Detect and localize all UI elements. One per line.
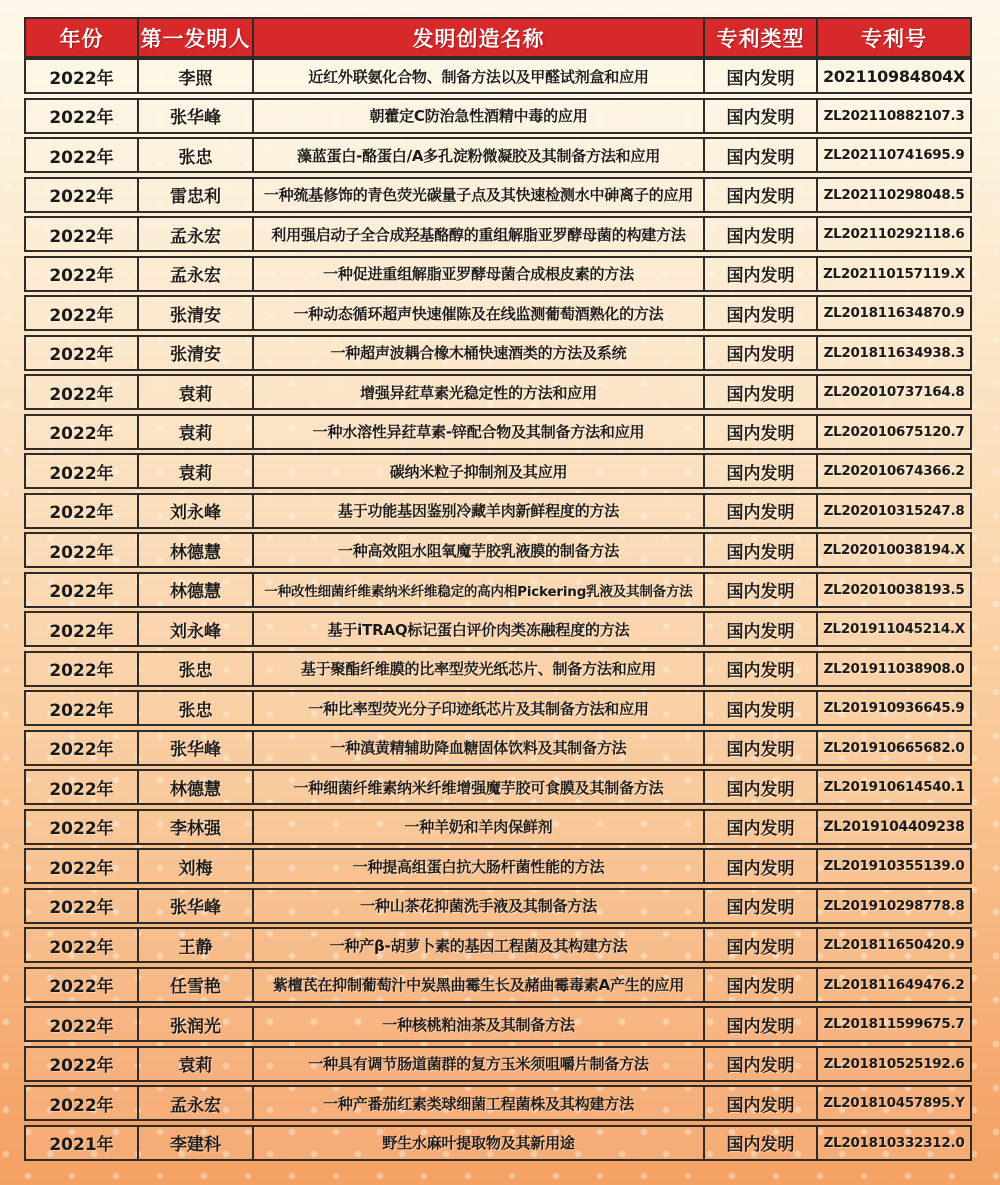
cell-number: ZL202110741695.9	[823, 147, 965, 163]
cell-title: 野生水麻叶提取物及其新用途	[254, 1127, 705, 1159]
cell-number: ZL201910355139.0	[823, 858, 965, 874]
table-row	[24, 572, 972, 608]
cell-title: 一种改性细菌纤维素纳米纤维稳定的高内相Pickering乳液及其制备方法	[254, 574, 705, 606]
cell-inventor: 袁莉	[139, 416, 254, 448]
cell-type: 国内发明	[705, 1087, 818, 1119]
table-row	[24, 335, 972, 371]
cell-year: 2022年	[26, 613, 139, 645]
table-row	[24, 493, 972, 529]
cell-inventor: 张忠	[139, 653, 254, 685]
cell-type: 国内发明	[705, 613, 818, 645]
cell-number: ZL202110298048.5	[823, 186, 965, 203]
cell-title: 一种提高组蛋白抗大肠杆菌性能的方法	[254, 850, 705, 882]
cell-type: 国内发明	[705, 1048, 818, 1080]
cell-year: 2022年	[26, 179, 139, 211]
cell-inventor: 雷忠利	[139, 179, 254, 211]
cell-number: ZL202010737164.8	[823, 384, 965, 400]
cell-inventor: 张华峰	[139, 890, 254, 922]
cell-year: 2022年	[26, 534, 139, 566]
table-row	[24, 927, 972, 963]
table-header-row	[24, 17, 972, 58]
table-row	[24, 611, 972, 647]
cell-type: 国内发明	[705, 179, 818, 211]
cell-inventor: 袁莉	[139, 455, 254, 487]
cell-type: 国内发明	[705, 574, 818, 606]
cell-year: 2022年	[26, 100, 139, 132]
cell-inventor: 张清安	[139, 337, 254, 369]
cell-type: 国内发明	[705, 771, 818, 803]
cell-year: 2021年	[26, 1127, 139, 1159]
table-body	[24, 58, 972, 1161]
cell-year: 2022年	[26, 771, 139, 803]
cell-type: 国内发明	[705, 850, 818, 882]
cell-year: 2022年	[26, 1048, 139, 1080]
cell-year: 2022年	[26, 258, 139, 290]
cell-title: 一种巯基修饰的青色荧光碳量子点及其快速检测水中砷离子的应用	[254, 179, 705, 211]
cell-title: 一种动态循环超声快速催陈及在线监测葡萄酒熟化的方法	[254, 297, 705, 329]
table-row	[24, 888, 972, 924]
cell-type: 国内发明	[705, 218, 818, 250]
cell-type: 国内发明	[705, 258, 818, 290]
cell-inventor: 袁莉	[139, 1048, 254, 1080]
cell-year: 2022年	[26, 416, 139, 448]
table-row	[24, 414, 972, 450]
cell-inventor: 林德慧	[139, 534, 254, 566]
table-row	[24, 58, 972, 94]
cell-year: 2022年	[26, 811, 139, 843]
cell-year: 2022年	[26, 1087, 139, 1119]
cell-title: 一种产β-胡萝卜素的基因工程菌及其构建方法	[254, 929, 705, 961]
cell-inventor: 刘梅	[139, 850, 254, 882]
cell-number: ZL202110292118.6	[823, 226, 965, 242]
cell-type: 国内发明	[705, 732, 818, 764]
cell-type: 国内发明	[705, 811, 818, 843]
cell-year: 2022年	[26, 969, 139, 1001]
cell-inventor: 孟永宏	[139, 258, 254, 290]
cell-type: 国内发明	[705, 60, 818, 92]
cell-inventor: 张华峰	[139, 732, 254, 764]
table-row	[24, 730, 972, 766]
cell-year: 2022年	[26, 653, 139, 685]
cell-title: 一种高效阻水阻氧魔芋胶乳液膜的制备方法	[254, 534, 705, 566]
cell-inventor: 刘永峰	[139, 495, 254, 527]
cell-type: 国内发明	[705, 455, 818, 487]
cell-inventor: 孟永宏	[139, 218, 254, 250]
patent-table	[24, 17, 972, 1161]
table-row	[24, 769, 972, 805]
cell-inventor: 李林强	[139, 811, 254, 843]
cell-type: 国内发明	[705, 890, 818, 922]
table-row	[24, 374, 972, 410]
table-row	[24, 651, 972, 687]
cell-number: ZL201910936645.9	[823, 700, 965, 716]
cell-number: ZL201811650420.9	[823, 937, 965, 953]
cell-inventor: 张清安	[139, 297, 254, 329]
cell-number: ZL202010674366.2	[823, 463, 965, 479]
table-row	[24, 295, 972, 331]
cell-inventor: 张华峰	[139, 100, 254, 132]
table-row	[24, 137, 972, 173]
cell-inventor: 林德慧	[139, 574, 254, 606]
cell-title: 碳纳米粒子抑制剂及其应用	[254, 455, 705, 487]
cell-inventor: 袁莉	[139, 376, 254, 408]
table-row	[24, 256, 972, 292]
table-row	[24, 177, 972, 213]
cell-number: ZL201910298778.8	[823, 897, 965, 914]
cell-number: ZL202010038193.5	[823, 581, 965, 598]
cell-type: 国内发明	[705, 416, 818, 448]
cell-year: 2022年	[26, 692, 139, 724]
table-row	[24, 1006, 972, 1042]
cell-number: ZL201910614540.1	[823, 779, 965, 795]
cell-year: 2022年	[26, 574, 139, 606]
cell-title: 利用强启动子全合成羟基酪醇的重组解脂亚罗酵母菌的构建方法	[254, 218, 705, 250]
header-year: 年份	[26, 19, 139, 56]
cell-title: 一种比率型荧光分子印迹纸芯片及其制备方法和应用	[254, 692, 705, 724]
cell-number: 202110984804X	[822, 66, 966, 86]
cell-number: ZL202010675120.7	[823, 423, 965, 440]
cell-type: 国内发明	[705, 1008, 818, 1040]
table-row	[24, 532, 972, 568]
cell-year: 2022年	[26, 455, 139, 487]
cell-inventor: 王静	[139, 929, 254, 961]
table-row	[24, 690, 972, 726]
cell-title: 一种羊奶和羊肉保鲜剂	[254, 811, 705, 843]
cell-number: ZL201811634938.3	[823, 344, 965, 361]
header-title: 发明创造名称	[254, 19, 705, 56]
cell-type: 国内发明	[705, 376, 818, 408]
cell-inventor: 林德慧	[139, 771, 254, 803]
cell-type: 国内发明	[705, 100, 818, 132]
cell-title: 基于功能基因鉴别冷藏羊肉新鲜程度的方法	[254, 495, 705, 527]
cell-type: 国内发明	[705, 297, 818, 329]
cell-type: 国内发明	[705, 653, 818, 685]
cell-inventor: 张润光	[139, 1008, 254, 1040]
header-number: 专利号	[861, 26, 927, 51]
cell-year: 2022年	[26, 139, 139, 171]
cell-number: ZL201811634870.9	[823, 305, 965, 321]
header-inventor: 第一发明人	[139, 19, 254, 56]
cell-year: 2022年	[26, 850, 139, 882]
cell-number: ZL201910665682.0	[823, 739, 965, 756]
cell-title: 增强异荭草素光稳定性的方法和应用	[254, 376, 705, 408]
cell-title: 一种细菌纤维素纳米纤维增强魔芋胶可食膜及其制备方法	[254, 771, 705, 803]
cell-title: 基于iTRAQ标记蛋白评价肉类冻融程度的方法	[254, 613, 705, 645]
cell-number: ZL202010315247.8	[823, 502, 965, 519]
cell-inventor: 张忠	[139, 692, 254, 724]
cell-number: ZL202010038194.X	[823, 542, 965, 558]
cell-number: ZL201810457895.Y	[823, 1095, 965, 1111]
cell-year: 2022年	[26, 732, 139, 764]
table-row	[24, 1046, 972, 1082]
table-row	[24, 1125, 972, 1161]
cell-inventor: 任雪艳	[139, 969, 254, 1001]
cell-year: 2022年	[26, 297, 139, 329]
cell-number: ZL201810525192.6	[823, 1055, 965, 1072]
cell-title: 一种具有调节肠道菌群的复方玉米须咀嚼片制备方法	[254, 1048, 705, 1080]
cell-type: 国内发明	[705, 1127, 818, 1159]
cell-title: 一种山茶花抑菌洗手液及其制备方法	[254, 890, 705, 922]
table-row	[24, 848, 972, 884]
cell-title: 一种产番茄红素类球细菌工程菌株及其构建方法	[254, 1087, 705, 1119]
cell-number: ZL2019104409238	[823, 818, 965, 835]
cell-type: 国内发明	[705, 692, 818, 724]
cell-year: 2022年	[26, 495, 139, 527]
cell-number: ZL201811599675.7	[823, 1016, 965, 1032]
table-row	[24, 216, 972, 252]
cell-year: 2022年	[26, 1008, 139, 1040]
cell-inventor: 李照	[139, 60, 254, 92]
cell-type: 国内发明	[705, 969, 818, 1001]
cell-title: 一种超声波耦合橡木桶快速酒类的方法及系统	[254, 337, 705, 369]
cell-title: 朝藿定C防治急性酒精中毒的应用	[254, 100, 705, 132]
table-row	[24, 98, 972, 134]
cell-type: 国内发明	[705, 534, 818, 566]
cell-year: 2022年	[26, 929, 139, 961]
cell-type: 国内发明	[705, 337, 818, 369]
cell-number: ZL202110157119.X	[823, 265, 965, 282]
cell-year: 2022年	[26, 337, 139, 369]
cell-title: 藻蓝蛋白-酪蛋白/A多孔淀粉微凝胶及其制备方法和应用	[254, 139, 705, 171]
cell-number: ZL201810332312.0	[823, 1134, 965, 1151]
cell-type: 国内发明	[705, 495, 818, 527]
cell-inventor: 孟永宏	[139, 1087, 254, 1119]
cell-title: 紫檀芪在抑制葡萄汁中炭黑曲霉生长及赭曲霉毒素A产生的应用	[254, 969, 705, 1001]
cell-inventor: 刘永峰	[139, 613, 254, 645]
table-row	[24, 453, 972, 489]
cell-number: ZL202110882107.3	[823, 107, 965, 124]
cell-type: 国内发明	[705, 929, 818, 961]
cell-year: 2022年	[26, 376, 139, 408]
cell-title: 近红外联氨化合物、制备方法以及甲醛试剂盒和应用	[254, 60, 705, 92]
cell-inventor: 张忠	[139, 139, 254, 171]
cell-number: ZL201811649476.2	[823, 976, 965, 993]
table-row	[24, 1085, 972, 1121]
cell-inventor: 李建科	[139, 1127, 254, 1159]
cell-year: 2022年	[26, 218, 139, 250]
cell-number: ZL201911038908.0	[823, 660, 965, 677]
table-row	[24, 967, 972, 1003]
cell-title: 一种核桃粕油茶及其制备方法	[254, 1008, 705, 1040]
cell-number: ZL201911045214.X	[823, 621, 965, 637]
cell-title: 一种滇黄精辅助降血糖固体饮料及其制备方法	[254, 732, 705, 764]
table-row	[24, 809, 972, 845]
cell-year: 2022年	[26, 60, 139, 92]
cell-title: 一种水溶性异荭草素-锌配合物及其制备方法和应用	[254, 416, 705, 448]
header-type: 专利类型	[705, 19, 818, 56]
cell-title: 基于聚酯纤维膜的比率型荧光纸芯片、制备方法和应用	[254, 653, 705, 685]
cell-title: 一种促进重组解脂亚罗酵母菌合成根皮素的方法	[254, 258, 705, 290]
cell-type: 国内发明	[705, 139, 818, 171]
cell-year: 2022年	[26, 890, 139, 922]
